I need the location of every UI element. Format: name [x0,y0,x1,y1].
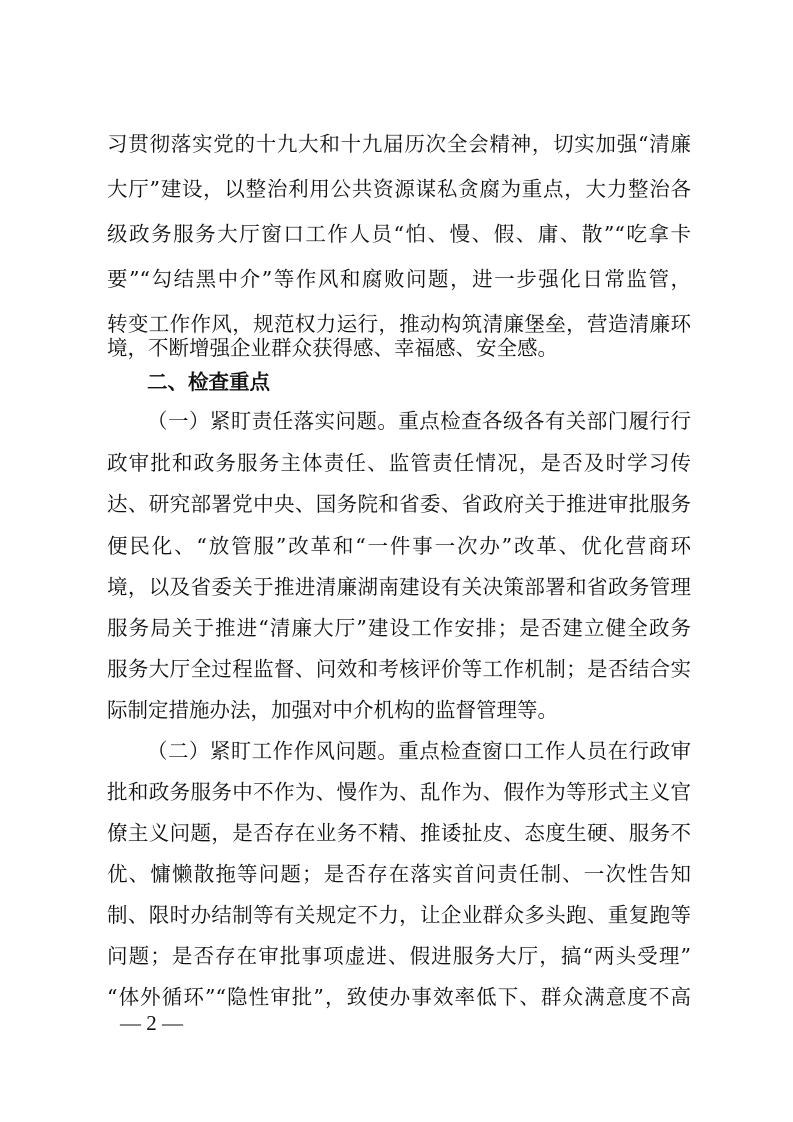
body-text-line: 政审批和政务服务主体责任、监管责任情况，是否及时学习传 [107,451,691,475]
body-text-line: 便民化、“放管服”改革和“一件事一次办”改革、优化营商环 [107,534,691,558]
section-heading: 二、检查重点 [147,370,270,394]
body-text-line: 大厅”建设，以整治利用公共资源谋私贪腐为重点，大力整治各 [107,177,691,201]
paragraph-first-line: （一）紧盯责任落实问题。重点检查各级各有关部门履行行 [147,409,691,433]
body-text-line: 转变工作作风，规范权力运行，推动构筑清廉堡垒，营造清廉环 [107,312,691,336]
paragraph-first-line: （二）紧盯工作作风问题。重点检查窗口工作人员在行政审 [147,739,691,763]
page-number: — 2 — [120,1011,183,1035]
body-text-line: 际制定措施办法，加强对中介机构的监督管理等。 [107,698,558,722]
body-text-line: 服务局关于推进“清廉大厅”建设工作安排；是否建立健全政务 [107,616,691,640]
body-text-line: 批和政务服务中不作为、慢作为、乱作为、假作为等形式主义官 [107,780,691,804]
body-text-line: 习贯彻落实党的十九大和十九届历次全会精神，切实加强“清廉 [107,132,691,156]
body-text-line: 达、研究部署党中央、国务院和省委、省政府关于推进审批服务 [107,492,691,516]
body-text-line: 境，以及省委关于推进清廉湖南建设有关决策部署和省政务管理 [107,575,691,599]
body-text-line: 僚主义问题，是否存在业务不精、推诿扯皮、态度生硬、服务不 [107,821,691,845]
body-text-line: 制、限时办结制等有关规定不力，让企业群众多头跑、重复跑等 [107,903,691,927]
body-text-line: 要”“勾结黑中介”等作风和腐败问题，进一步强化日常监管， [107,267,691,291]
body-text-line: 境，不断增强企业群众获得感、幸福感、安全感。 [107,336,558,360]
body-text-line: 问题；是否存在审批事项虚进、假进服务大厅，搞“两头受理” [107,944,691,968]
body-text-line: 服务大厅全过程监督、问效和考核评价等工作机制；是否结合实 [107,657,691,681]
body-text-line: “体外循环”“隐性审批”，致使办事效率低下、群众满意度不高 [107,985,691,1009]
body-text-line: 级政务服务大厅窗口工作人员“怕、慢、假、庸、散”“吃拿卡 [107,222,691,246]
body-text-line: 优、慵懒散拖等问题；是否存在落实首问责任制、一次性告知 [107,862,691,886]
